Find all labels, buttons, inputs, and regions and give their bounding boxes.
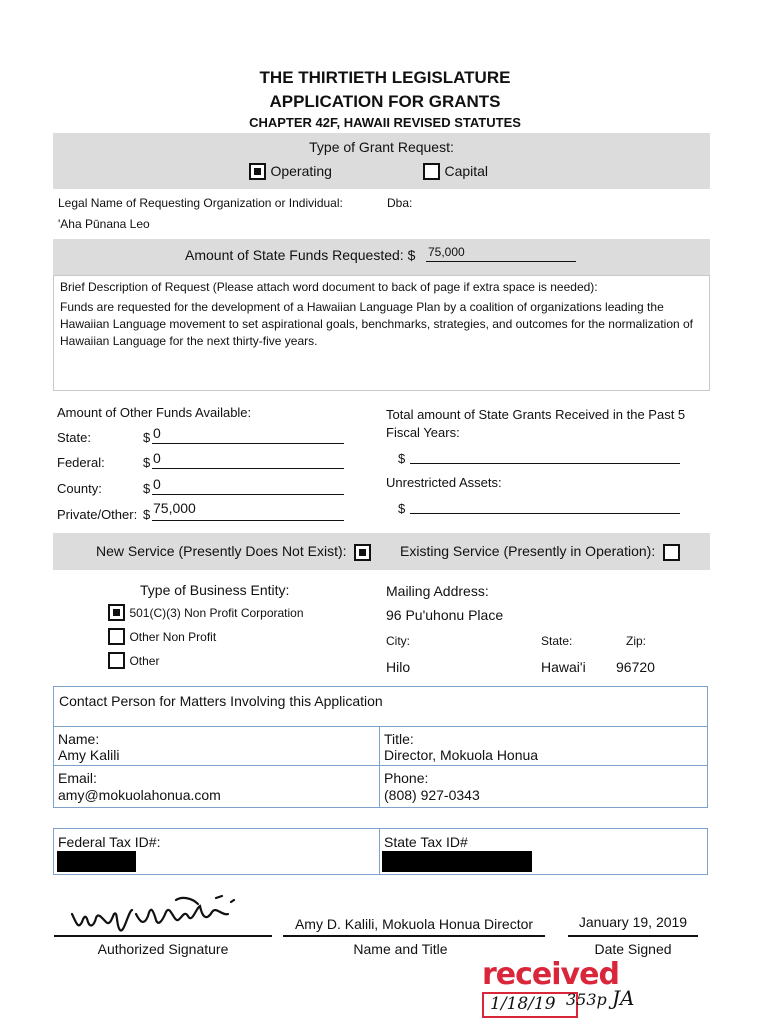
county-funds-field[interactable]: [152, 475, 344, 495]
state-grants-field[interactable]: [410, 447, 680, 464]
federal-funds-dollar: $: [143, 455, 151, 470]
grant-type-section: [53, 133, 710, 189]
signature-line: [54, 935, 272, 937]
dba-label: Dba:: [387, 196, 413, 210]
new-service-label: New Service (Presently Does Not Exist):: [96, 543, 347, 559]
title-application: APPLICATION FOR GRANTS: [269, 92, 501, 111]
operating-label: Operating: [270, 163, 332, 179]
contact-title-label: Title:: [384, 731, 414, 747]
description-box: [53, 275, 710, 391]
operating-checkbox[interactable]: [249, 163, 266, 180]
state-grants-label: Total amount of State Grants Received in the Past 5 Fiscal Years:: [386, 407, 686, 440]
state-value: Hawai'i: [541, 659, 586, 675]
contact-details-box: [53, 726, 708, 808]
legal-name-value: 'Aha Pūnana Leo: [58, 217, 150, 231]
date-signed-label: Date Signed: [594, 941, 672, 957]
federal-funds-label: Federal:: [57, 455, 105, 470]
new-service-checkbox[interactable]: [354, 544, 371, 561]
city-label: City:: [386, 634, 410, 648]
new-service-option[interactable]: [96, 543, 371, 561]
received-stamp-date-box: [482, 992, 578, 1018]
mailing-street: 96 Pu'uhonu Place: [386, 607, 504, 623]
mailing-address-label: Mailing Address:: [386, 583, 489, 599]
contact-header-box: [53, 686, 708, 727]
entity-other-label: Other: [129, 654, 160, 668]
state-funds-dollar: $: [143, 430, 151, 445]
state-grants-dollar: $: [398, 451, 406, 466]
amount-requested-label: Amount of State Funds Requested: $: [185, 247, 416, 263]
contact-row-divider: [54, 765, 707, 766]
entity-other-nonprofit-checkbox[interactable]: [108, 628, 125, 645]
federal-tax-redaction: [57, 851, 136, 872]
legal-name-label: Legal Name of Requesting Organization or Individual:: [58, 196, 343, 210]
private-funds-value: 75,000: [153, 500, 196, 516]
date-signed-value: January 19, 2019: [578, 914, 688, 930]
description-label: Brief Description of Request (Please attach word document to back of page if extra space is needed):: [60, 280, 598, 294]
existing-service-label: Existing Service (Presently in Operation):: [400, 543, 656, 559]
contact-divider: [379, 727, 380, 807]
contact-email: amy@mokuolahonua.com: [58, 787, 221, 803]
received-date: 1/18/19: [490, 994, 556, 1014]
tax-id-box: [53, 828, 708, 875]
name-title-label: Name and Title: [353, 941, 448, 957]
date-line: [568, 935, 698, 937]
entity-501c3-checkbox[interactable]: [108, 604, 125, 621]
contact-header: Contact Person for Matters Involving this Application: [59, 693, 383, 709]
private-funds-label: Private/Other:: [57, 507, 138, 522]
amount-requested-value: 75,000: [428, 245, 465, 259]
federal-tax-label: Federal Tax ID#:: [58, 834, 161, 850]
unrestricted-assets-label: Unrestricted Assets:: [386, 475, 502, 490]
private-funds-field[interactable]: [152, 501, 344, 521]
contact-name: Amy Kalili: [58, 747, 120, 763]
zip-label: Zip:: [626, 634, 647, 648]
contact-phone-label: Phone:: [384, 770, 429, 786]
entity-option-501c3[interactable]: [108, 604, 304, 622]
description-text: Funds are requested for the development of a Hawaiian Language Plan by a coalition of organizations leading the Hawaiian Language movement to set aspirational goals, benchmarks, strategies, and outcomes for the normalization of Hawaiian Language for the next thirty-five years.: [60, 300, 694, 348]
federal-funds-field[interactable]: [152, 449, 344, 469]
capital-label: Capital: [444, 163, 489, 179]
tax-divider: [379, 829, 380, 874]
county-funds-dollar: $: [143, 481, 151, 496]
signer-name-title: Amy D. Kalili, Mokuola Honua Director: [294, 916, 534, 932]
grant-type-label: Type of Grant Request:: [309, 139, 454, 155]
entity-option-other-nonprofit[interactable]: [108, 628, 216, 646]
state-label: State:: [541, 634, 573, 648]
service-section: [53, 533, 710, 570]
state-funds-field[interactable]: [152, 424, 344, 444]
existing-service-option[interactable]: [400, 543, 680, 561]
unrestricted-assets-dollar: $: [398, 501, 406, 516]
state-tax-redaction: [382, 851, 532, 872]
capital-option[interactable]: [423, 163, 488, 181]
handwritten-signature: [66, 892, 242, 940]
contact-email-label: Email:: [58, 770, 97, 786]
received-stamp: received: [482, 957, 619, 992]
title-legislature: THE THIRTIETH LEGISLATURE: [259, 68, 511, 87]
existing-service-checkbox[interactable]: [663, 544, 680, 561]
private-funds-dollar: $: [143, 507, 151, 522]
capital-checkbox[interactable]: [423, 163, 440, 180]
name-title-line: [283, 935, 545, 937]
state-tax-label: State Tax ID#: [384, 834, 468, 850]
entity-option-other[interactable]: [108, 652, 159, 670]
received-initials: JA: [612, 986, 635, 1010]
county-funds-label: County:: [57, 481, 102, 496]
operating-option[interactable]: [249, 163, 332, 181]
entity-other-checkbox[interactable]: [108, 652, 125, 669]
contact-phone: (808) 927-0343: [384, 787, 480, 803]
unrestricted-assets-field[interactable]: [410, 497, 680, 514]
contact-name-label: Name:: [58, 731, 100, 747]
business-entity-label: Type of Business Entity:: [140, 582, 290, 598]
state-funds-value: 0: [153, 425, 161, 441]
city-value: Hilo: [386, 659, 411, 675]
contact-title: Director, Mokuola Honua: [384, 747, 539, 763]
entity-501c3-label: 501(C)(3) Non Profit Corporation: [129, 606, 304, 620]
amount-requested-field[interactable]: [426, 243, 576, 262]
entity-other-nonprofit-label: Other Non Profit: [129, 630, 217, 644]
county-funds-value: 0: [153, 476, 161, 492]
state-funds-label: State:: [57, 430, 91, 445]
title-chapter: CHAPTER 42F, HAWAII REVISED STATUTES: [249, 115, 521, 130]
zip-value: 96720: [616, 659, 655, 675]
amount-requested-section: [53, 239, 710, 275]
federal-funds-value: 0: [153, 450, 161, 466]
other-funds-label: Amount of Other Funds Available:: [57, 405, 252, 420]
received-time: 353p: [566, 990, 607, 1009]
signature-label: Authorized Signature: [97, 941, 229, 957]
